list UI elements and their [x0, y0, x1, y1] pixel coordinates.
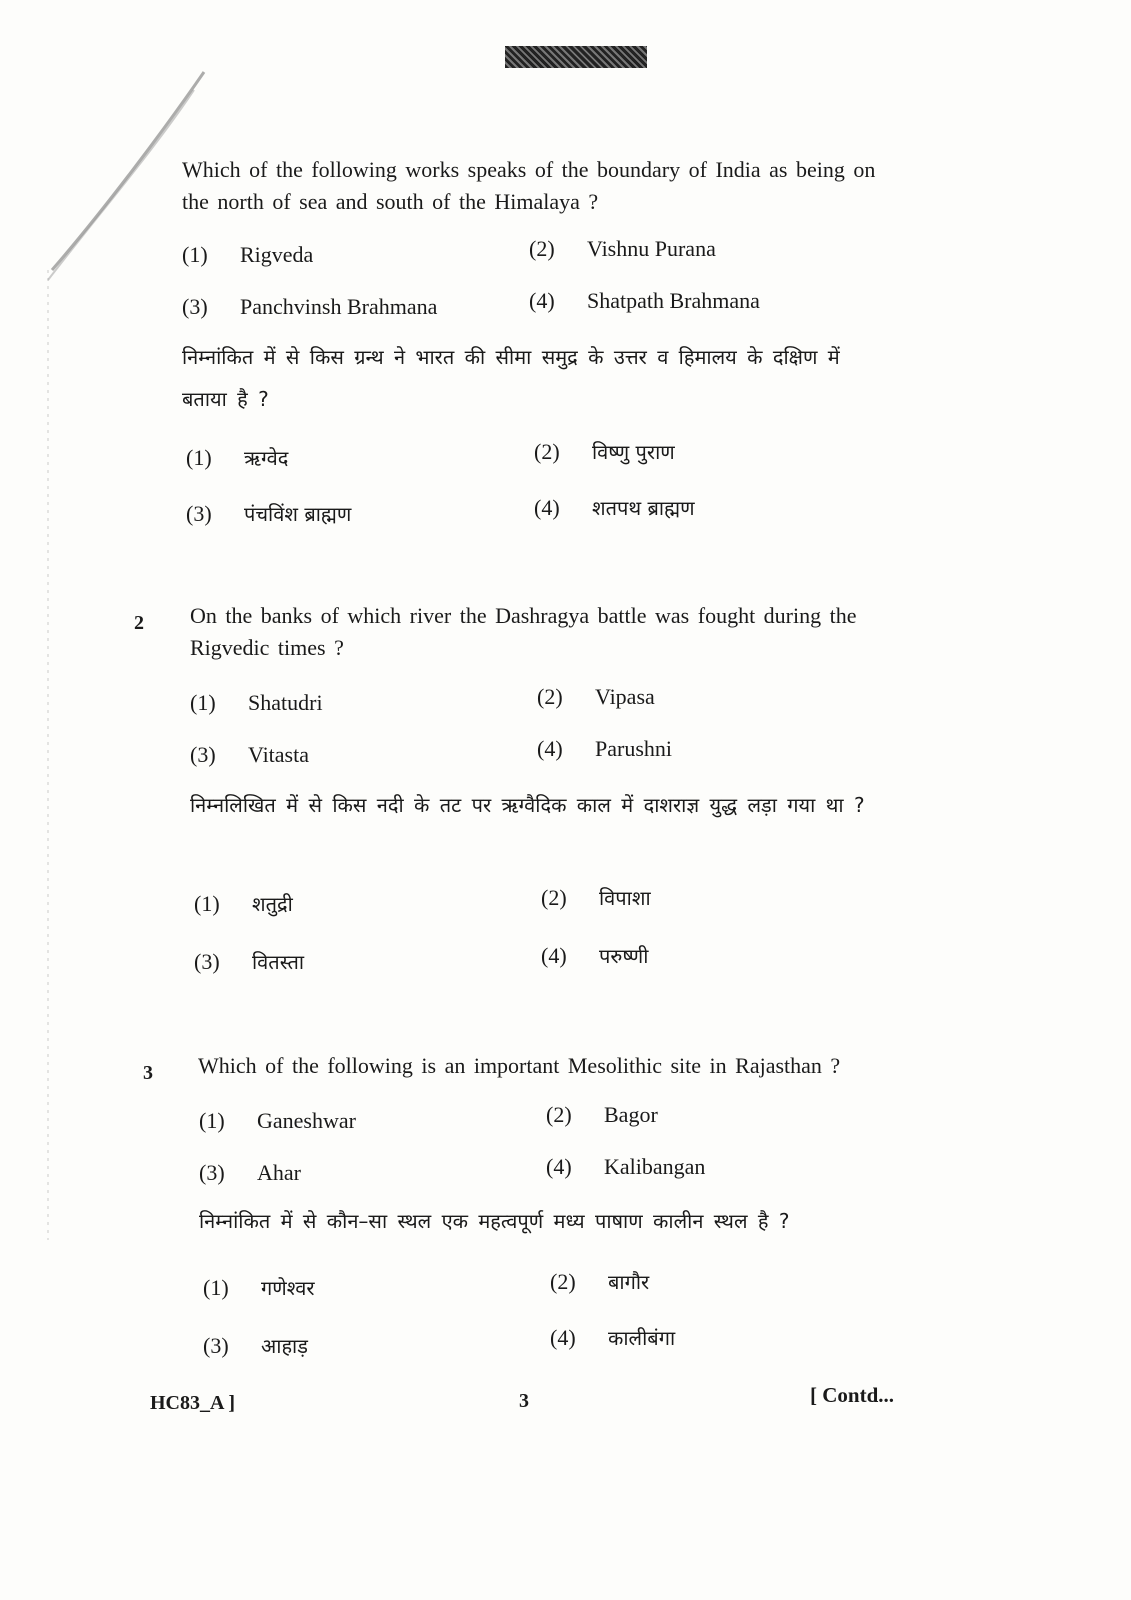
option-number: (2): [529, 236, 555, 261]
option-text: Vipasa: [595, 684, 655, 709]
option-text: Ganeshwar: [257, 1108, 356, 1133]
option-text: विपाशा: [599, 886, 651, 910]
option-number: (1): [182, 242, 208, 267]
option-text: Shatudri: [248, 690, 323, 715]
option-text: Bagor: [604, 1102, 658, 1127]
question-3-hindi: निम्नांकित में से कौन–सा स्थल एक महत्वपूर्ण मध्य पाषाण कालीन स्थल है ?: [199, 1209, 790, 1233]
option-text: आहाड़: [261, 1334, 308, 1358]
q2-hindi-option-2[interactable]: [541, 884, 651, 911]
option-text: ऋग्वेद: [244, 446, 289, 470]
option-number: (1): [199, 1108, 225, 1133]
option-number: (3): [186, 501, 212, 526]
question-2-english: On the banks of which river the Dashragya battle was fought during the Rigvedic times ?: [190, 603, 857, 660]
question-2-hindi: निम्नलिखित में से किस नदी के तट पर ऋग्वैदिक काल में दाशराज्ञ युद्ध लड़ा गया था ?: [190, 793, 865, 817]
q1-option-4[interactable]: [529, 288, 760, 314]
q3-hindi-option-3[interactable]: [203, 1332, 308, 1359]
q2-option-1[interactable]: [190, 690, 323, 716]
q3-hindi-option-1[interactable]: [203, 1274, 315, 1301]
q2-option-3[interactable]: [190, 742, 309, 768]
option-number: (4): [537, 736, 563, 761]
option-number: (2): [546, 1102, 572, 1127]
q1-hindi-option-1[interactable]: [186, 444, 288, 471]
question-number: 2: [134, 612, 144, 634]
option-number: (2): [537, 684, 563, 709]
option-number: (4): [534, 495, 560, 520]
q3-option-4[interactable]: [546, 1154, 705, 1180]
q1-option-1[interactable]: [182, 242, 313, 268]
option-text: शतपथ ब्राह्मण: [592, 496, 695, 520]
option-text: कालीबंगा: [608, 1326, 676, 1350]
option-text: Shatpath Brahmana: [587, 288, 760, 313]
paper-code: HC83_A ]: [150, 1392, 235, 1414]
q1-option-2[interactable]: [529, 236, 716, 262]
option-number: (3): [190, 742, 216, 767]
question-number: 3: [143, 1062, 153, 1084]
q1-hindi-option-2[interactable]: [534, 438, 675, 465]
option-text: शतुद्री: [252, 892, 293, 916]
option-number: (3): [194, 949, 220, 974]
option-number: (1): [190, 690, 216, 715]
q3-option-2[interactable]: [546, 1102, 658, 1128]
option-number: (4): [529, 288, 555, 313]
q3-hindi-option-2[interactable]: [550, 1268, 649, 1295]
q3-option-1[interactable]: [199, 1108, 356, 1134]
q2-hindi-option-3[interactable]: [194, 948, 304, 975]
option-number: (3): [182, 294, 208, 319]
question-1-english: Which of the following works speaks of the boundary of India as being on the north of sea and south of the Himalaya ?: [182, 157, 876, 214]
option-text: परुष्णी: [599, 944, 649, 968]
option-text: Rigveda: [240, 242, 314, 267]
q3-option-3[interactable]: [199, 1160, 301, 1186]
q2-hindi-option-4[interactable]: [541, 942, 648, 969]
option-text: गणेश्वर: [261, 1276, 315, 1300]
option-text: पंचविंश ब्राह्मण: [244, 502, 352, 526]
option-number: (2): [541, 885, 567, 910]
question-1-hindi: निम्नांकित में से किस ग्रन्थ ने भारत की सीमा समुद्र के उत्तर व हिमालय के दक्षिण में बताया है ?: [182, 345, 840, 411]
option-number: (3): [199, 1160, 225, 1185]
q1-hindi-option-4[interactable]: [534, 494, 695, 521]
continued-label: [ Contd...: [810, 1383, 895, 1407]
option-text: Vishnu Purana: [587, 236, 716, 261]
option-number: (4): [541, 943, 567, 968]
option-number: (3): [203, 1333, 229, 1358]
option-text: Panchvinsh Brahmana: [240, 294, 438, 319]
q1-hindi-option-3[interactable]: [186, 500, 351, 527]
option-number: (1): [186, 445, 212, 470]
header-stamp: [505, 46, 647, 68]
option-text: विष्णु पुराण: [592, 440, 675, 464]
option-text: Parushni: [595, 736, 672, 761]
option-number: (4): [550, 1325, 576, 1350]
page-number: 3: [519, 1390, 529, 1412]
option-text: बागौर: [608, 1270, 650, 1294]
option-text: Vitasta: [248, 742, 309, 767]
q2-option-2[interactable]: [537, 684, 655, 710]
option-number: (2): [534, 439, 560, 464]
q2-hindi-option-1[interactable]: [194, 890, 293, 917]
option-text: वितस्ता: [252, 950, 305, 974]
option-text: Kalibangan: [604, 1154, 706, 1179]
q3-hindi-option-4[interactable]: [550, 1324, 675, 1351]
option-number: (2): [550, 1269, 576, 1294]
q1-option-3[interactable]: [182, 294, 437, 320]
option-number: (1): [203, 1275, 229, 1300]
question-3-english: Which of the following is an important Mesolithic site in Rajasthan ?: [198, 1053, 841, 1078]
option-number: (4): [546, 1154, 572, 1179]
option-text: Ahar: [257, 1160, 301, 1185]
q2-option-4[interactable]: [537, 736, 672, 762]
option-number: (1): [194, 891, 220, 916]
